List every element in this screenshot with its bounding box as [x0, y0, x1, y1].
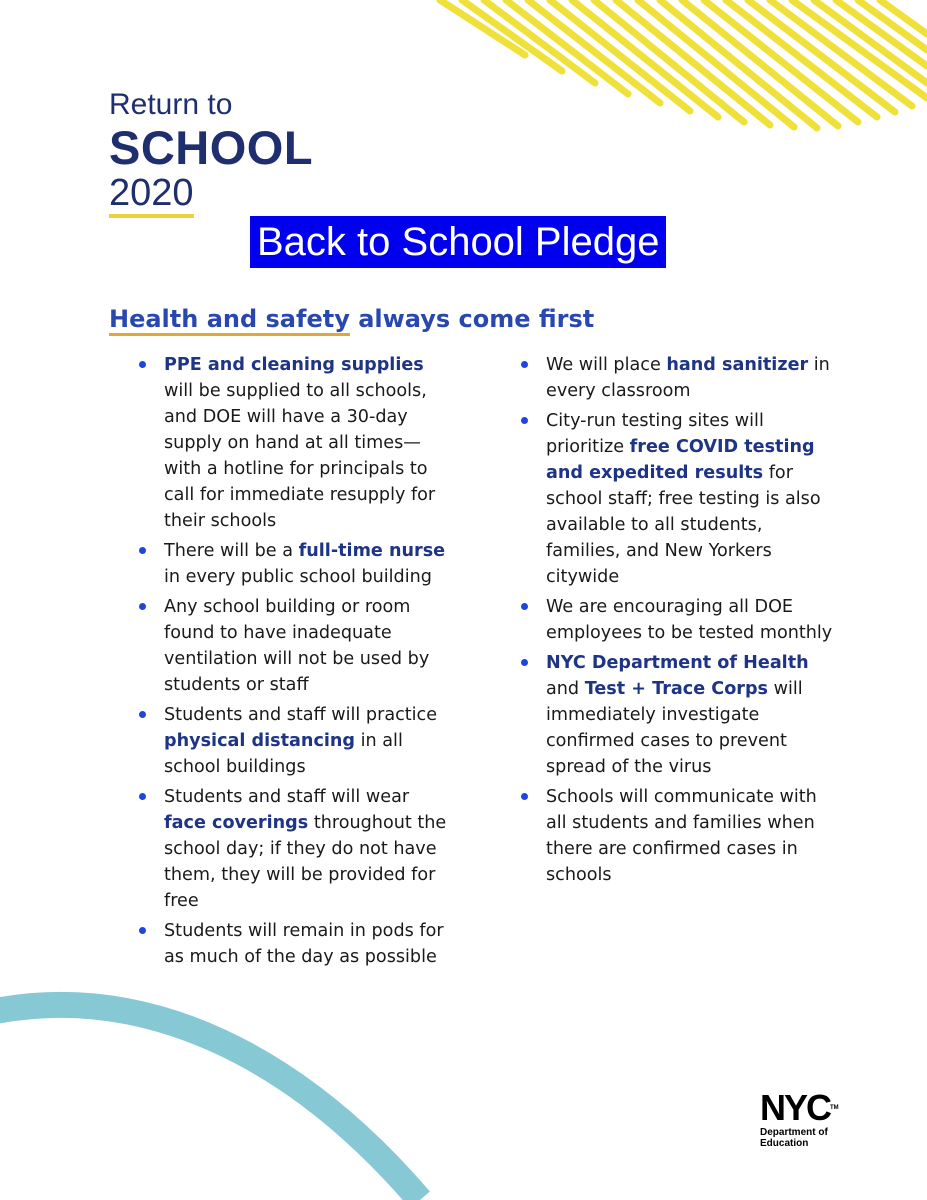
highlight-text: NYC Department of Health — [546, 653, 809, 673]
nyc-doe-logo — [760, 1087, 840, 1149]
item-text: We are encouraging all DOE employees to be tested monthly — [546, 597, 833, 643]
section-heading-rest: always come first — [349, 305, 595, 333]
item-text: in every public school building — [164, 567, 432, 587]
item-text: Any school building or room found to have inadequate ventilation will not be used by students or staff — [164, 597, 430, 695]
list-item — [164, 538, 449, 590]
list-item — [546, 352, 836, 404]
highlight-text: hand sanitizer — [666, 355, 809, 375]
item-text: in every classroom — [546, 355, 830, 401]
item-text: City-run testing sites will prioritize — [546, 411, 764, 457]
pledge-title: Back to School Pledge — [250, 216, 666, 268]
item-text: will immediately investigate confirmed cases to prevent spread of the virus — [546, 679, 803, 777]
nyc-mark-text: NYC — [760, 1087, 831, 1128]
list-item — [164, 352, 449, 534]
item-text: Students and staff will practice — [164, 705, 438, 725]
highlight-text: full-time nurse — [298, 541, 446, 561]
highlight-text: face coverings — [164, 813, 309, 833]
item-text: for school staff; free testing is also available to all students, families, and New Yorkers citywide — [546, 463, 821, 587]
list-item — [164, 918, 449, 970]
list-item — [546, 784, 836, 888]
highlight-text: physical distancing — [164, 731, 356, 751]
return-to-school-logo — [109, 86, 313, 218]
highlight-text: Test + Trace Corps — [584, 679, 769, 699]
nyc-wordmark — [760, 1087, 840, 1128]
list-item — [546, 594, 836, 646]
item-text: will be supplied to all schools, and DOE will have a 30-day supply on hand at all times—with a hotline for principals to call for immediate resupply for their schools — [164, 381, 436, 531]
item-text: We will place — [546, 355, 667, 375]
item-text: Schools will communicate with all students and families when there are confirmed cases in schools — [546, 787, 817, 885]
doe-label: Department of Education — [760, 1127, 828, 1149]
item-text: There will be a — [164, 541, 299, 561]
list-item — [164, 702, 449, 780]
list-item — [164, 784, 449, 914]
highlight-text: free COVID testing and expedited results — [546, 437, 815, 483]
logo-line-school: SCHOOL — [109, 121, 314, 174]
item-text: in all school buildings — [164, 731, 403, 777]
teal-arc-decoration — [0, 1005, 420, 1200]
list-item — [164, 594, 449, 698]
section-heading — [109, 305, 594, 333]
item-text: throughout the school day; if they do not have them, they will be provided for free — [164, 813, 447, 911]
trademark-symbol: TM — [830, 1105, 839, 1111]
logo-line-return: Return to — [109, 88, 233, 121]
item-text: Students will remain in pods for as much of the day as possible — [164, 921, 444, 967]
item-text: Students and staff will wear — [164, 787, 410, 807]
list-item — [546, 408, 836, 590]
section-heading-underlined: Health and safety — [109, 305, 350, 336]
item-text: and — [546, 679, 585, 699]
highlight-text: PPE and cleaning supplies — [164, 355, 424, 375]
right-bullet-list — [546, 352, 836, 892]
yellow-stripes-decoration — [440, 0, 927, 128]
left-bullet-list — [164, 352, 449, 974]
logo-line-year: 2020 — [109, 172, 194, 218]
list-item — [546, 650, 836, 780]
